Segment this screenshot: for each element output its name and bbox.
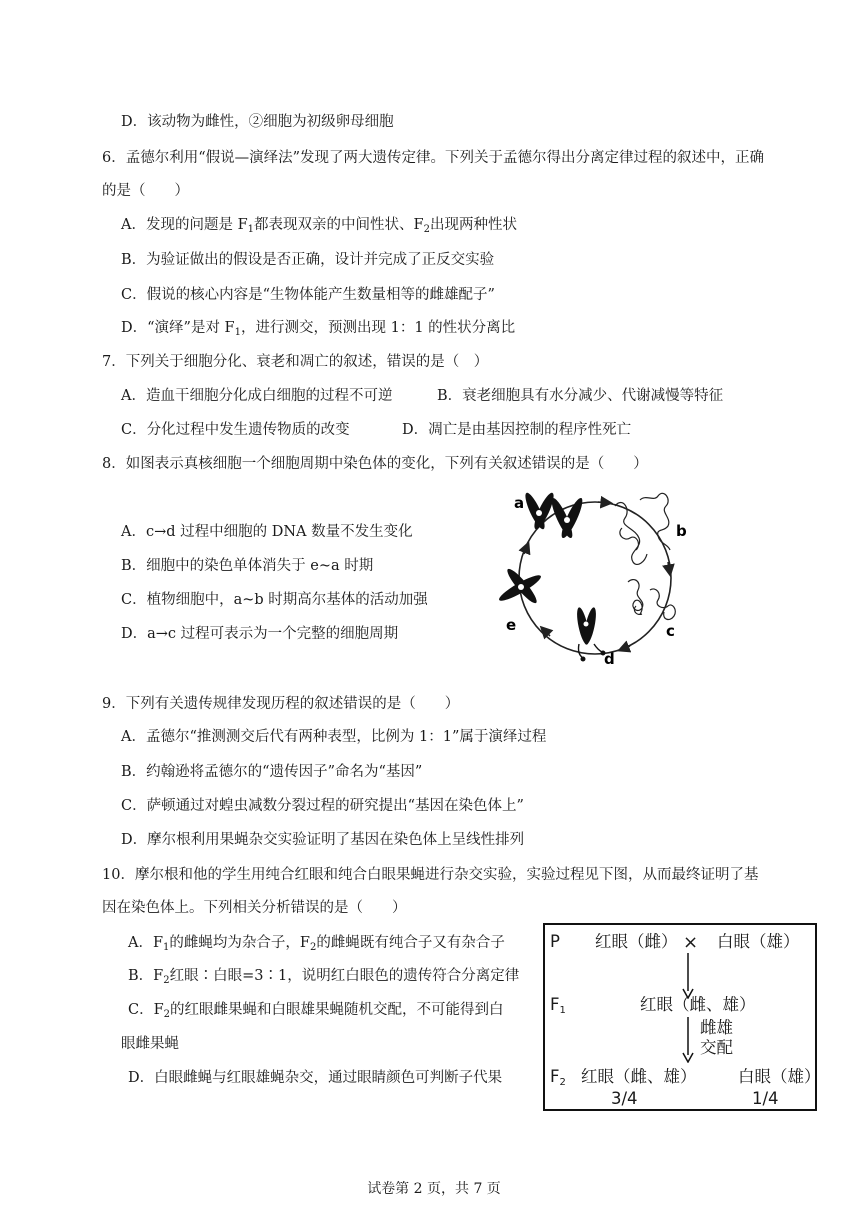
q7-option-a: A．造血干细胞分化成白细胞的过程不可逆 bbox=[121, 388, 393, 404]
q8-stem: 8．如图表示真核细胞一个细胞周期中染色体的变化，下列有关叙述错误的是（ ） bbox=[102, 456, 648, 472]
q8-option-c: C．植物细胞中，a~b 时期高尔基体的活动加强 bbox=[121, 592, 428, 608]
q9-option-b: B．约翰逊将孟德尔的“遗传因子”命名为“基因” bbox=[121, 764, 423, 780]
subscript: 2 bbox=[309, 942, 317, 953]
f2-label bbox=[550, 1067, 566, 1087]
q6-option-d bbox=[121, 318, 515, 338]
subscript: 2 bbox=[163, 975, 170, 986]
stage-label-c: c bbox=[666, 622, 675, 640]
q5-option-d: D．该动物为雌性，②细胞为初级卵母细胞 bbox=[121, 114, 394, 130]
stage-label-a: a bbox=[514, 494, 525, 512]
subscript: 1 bbox=[163, 942, 170, 953]
q9-option-c: C．萨顿通过对蝗虫减数分裂过程的研究提出“基因在染色体上” bbox=[121, 798, 524, 814]
q10-option-a-text: 的雌蝇均为杂合子，F bbox=[169, 935, 310, 951]
q6-option-a-text: 出现两种性状 bbox=[429, 217, 517, 233]
page-footer: 试卷第 2 页，共 7 页 bbox=[367, 1181, 501, 1197]
q6-option-d-text: ，进行测交，预测出现 1：1 的性状分离比 bbox=[241, 320, 516, 336]
q6-stem-line1: 6．孟德尔利用“假说—演绎法”发现了两大遗传定律。下列关于孟德尔得出分离定律过程的叙述中，正确 bbox=[102, 150, 765, 166]
f2-red-phenotype: 红眼（雌、雄） bbox=[581, 1067, 697, 1086]
q7-stem: 7．下列关于细胞分化、衰老和凋亡的叙述，错误的是（ ） bbox=[102, 354, 489, 370]
f2-white-ratio: 1/4 bbox=[752, 1089, 779, 1108]
q9-option-a: A．孟德尔“推测测交后代有两种表型，比例为 1：1”属于演绎过程 bbox=[121, 729, 547, 745]
subscript: 1 bbox=[559, 1005, 566, 1016]
q8-option-b: B．细胞中的染色单体消失于 e~a 时期 bbox=[121, 558, 374, 574]
q10-option-c-text: 的红眼雌果蝇和白眼雄果蝇随机交配，不可能得到白 bbox=[170, 1002, 504, 1018]
q6-option-c: C．假说的核心内容是“生物体能产生数量相等的雌雄配子” bbox=[121, 287, 495, 303]
arrow-p-to-f1 bbox=[681, 953, 695, 999]
q6-option-a bbox=[121, 215, 517, 235]
q10-option-b bbox=[128, 966, 519, 986]
f2-label-text: F bbox=[550, 1067, 560, 1086]
q10-option-a bbox=[128, 933, 505, 953]
q7-option-b: B．衰老细胞具有水分减少、代谢减慢等特征 bbox=[437, 388, 724, 404]
q10-option-c-line2: 眼雌果蝇 bbox=[121, 1036, 179, 1052]
subscript: 1 bbox=[247, 224, 255, 235]
subscript: 2 bbox=[163, 1009, 171, 1020]
arrow-f1-to-f2 bbox=[681, 1017, 695, 1063]
cell-cycle-diagram bbox=[480, 478, 720, 673]
q6-option-a-text: 都表现双亲的中间性状、F bbox=[254, 217, 424, 233]
q8-option-a: A．c→d 过程中细胞的 DNA 数量不发生变化 bbox=[121, 524, 413, 540]
mating-label-1: 雌雄 bbox=[700, 1018, 733, 1037]
q10-stem-line1: 10．摩尔根和他的学生用纯合红眼和纯合白眼果蝇进行杂交实验，实验过程见下图，从而最终证明了基 bbox=[102, 867, 759, 883]
q6-option-a-text: A．发现的问题是 F bbox=[121, 217, 248, 233]
chromosome-a bbox=[522, 491, 586, 540]
chromatin-b bbox=[615, 493, 670, 564]
stage-label-d: d bbox=[604, 650, 615, 668]
subscript: 2 bbox=[559, 1077, 566, 1088]
q6-option-b: B．为验证做出的假设是否正确，设计并完成了正反交实验 bbox=[121, 252, 495, 268]
q7-option-d: D．凋亡是由基因控制的程序性死亡 bbox=[402, 422, 632, 438]
subscript: 1 bbox=[234, 327, 241, 338]
q7-option-c: C．分化过程中发生遗传物质的改变 bbox=[121, 422, 350, 438]
f1-phenotype: 红眼（雌、雄） bbox=[640, 995, 756, 1014]
q10-stem-line2: 因在染色体上。下列相关分析错误的是（ ） bbox=[102, 900, 407, 916]
q10-option-d: D．白眼雌蝇与红眼雄蝇杂交，通过眼睛颜色可判断子代果 bbox=[128, 1070, 503, 1086]
f2-white-phenotype: 白眼（雄） bbox=[738, 1067, 821, 1086]
p-male: 白眼（雄） bbox=[717, 932, 800, 951]
mating-label-2: 交配 bbox=[700, 1038, 733, 1057]
f2-red-ratio: 3/4 bbox=[611, 1089, 638, 1108]
q10-option-a-text: 的雌蝇既有纯合子又有杂合子 bbox=[316, 935, 505, 951]
stage-label-b: b bbox=[676, 522, 687, 540]
q6-stem-line2: 的是（ ） bbox=[102, 183, 189, 199]
p-female: 红眼（雌） bbox=[595, 932, 678, 951]
f1-label-text: F bbox=[550, 995, 560, 1014]
cross-sign: × bbox=[683, 932, 699, 953]
stage-label-e: e bbox=[506, 616, 517, 634]
q10-option-a-text: A．F bbox=[128, 935, 164, 951]
cycle-arrow bbox=[542, 628, 550, 636]
q9-option-d: D．摩尔根利用果蝇杂交实验证明了基因在染色体上呈线性排列 bbox=[121, 832, 525, 848]
cross-diagram bbox=[543, 923, 821, 1111]
q9-stem: 9．下列有关遗传规律发现历程的叙述错误的是（ ） bbox=[102, 696, 460, 712]
q10-option-b-text: B．F bbox=[128, 968, 164, 984]
p-label: P bbox=[550, 932, 560, 951]
q10-option-c bbox=[128, 1000, 504, 1020]
f1-label bbox=[550, 995, 566, 1015]
q6-option-d-text: D．“演绎”是对 F bbox=[121, 320, 235, 336]
subscript: 2 bbox=[423, 224, 430, 235]
cycle-arrow bbox=[598, 502, 610, 503]
q10-option-c-text: C．F bbox=[128, 1002, 164, 1018]
q10-option-b-text: 红眼∶白眼=3∶1，说明红白眼色的遗传符合分离定律 bbox=[169, 968, 520, 984]
cycle-arrow bbox=[620, 646, 630, 650]
q8-option-d: D．a→c 过程可表示为一个完整的细胞周期 bbox=[121, 626, 399, 642]
